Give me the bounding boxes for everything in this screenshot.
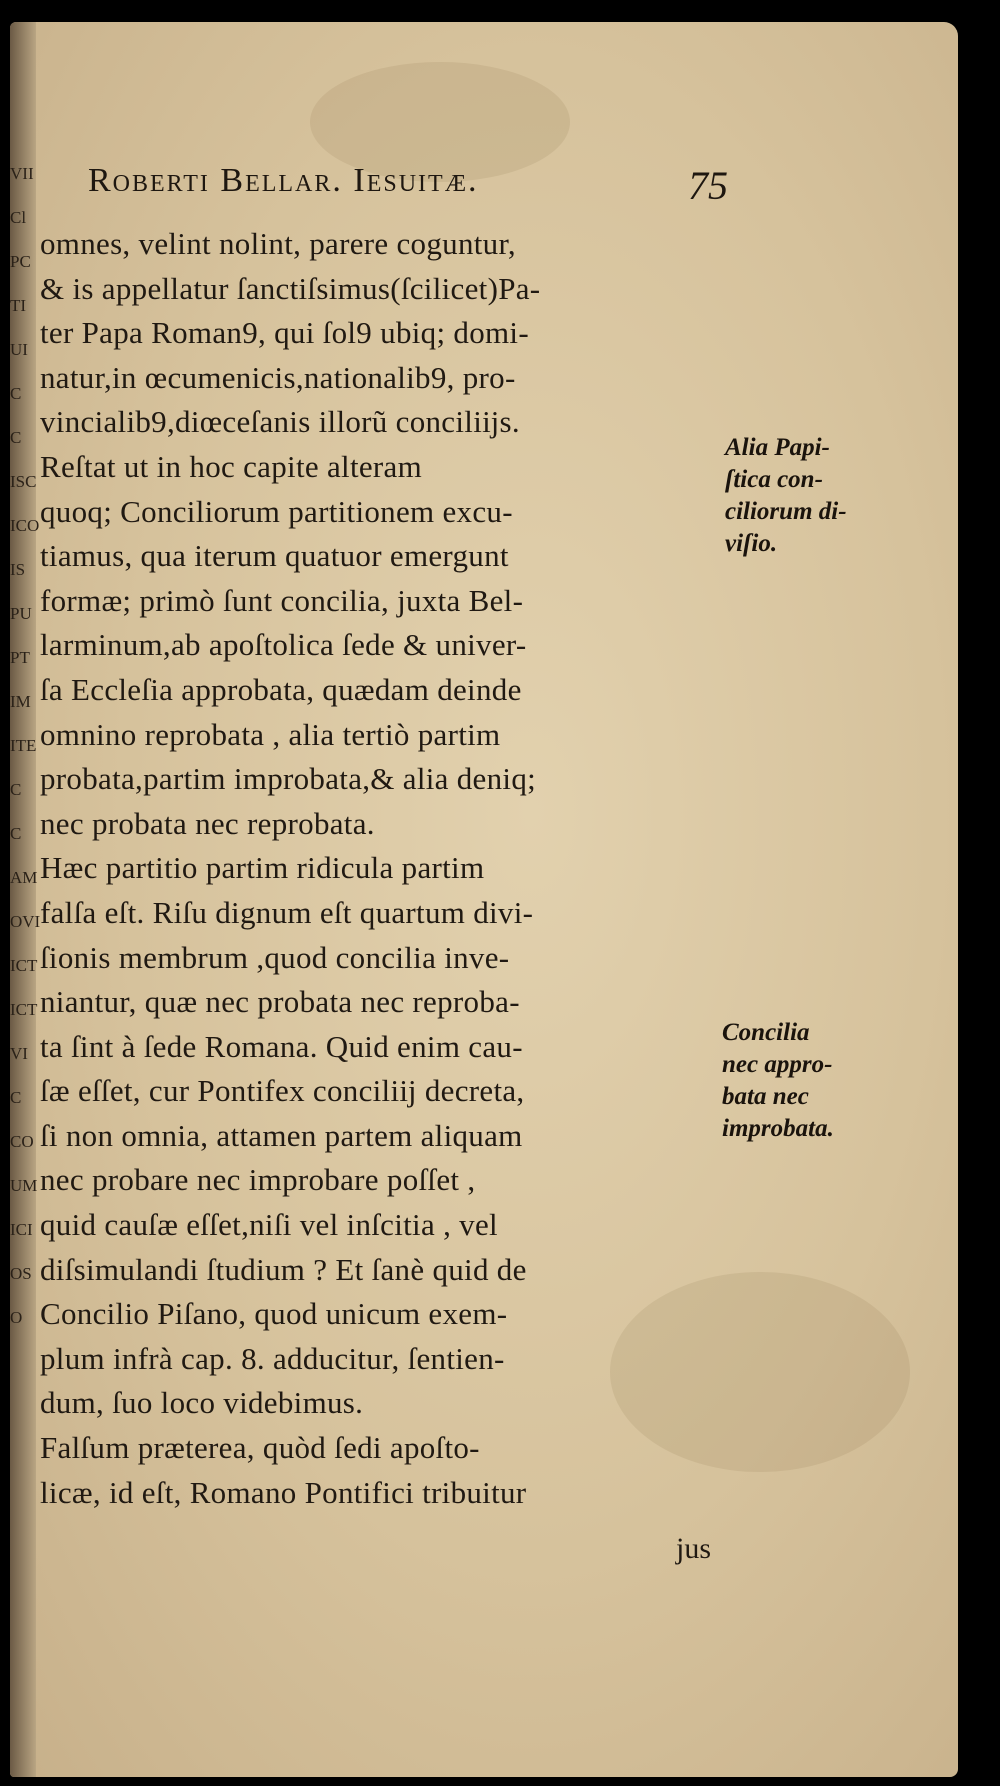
bleed-fragment: Cl [10,208,27,227]
margin-note-line: improbata. [722,1115,834,1142]
text-line: licæ, id eſt, Romano Pontifici tribuitur [40,1474,527,1510]
text-line: falſa eſt. Riſu dignum eſt quartum divi- [40,894,534,930]
text-line: ſa Eccleſia approbata, quædam deinde [40,671,522,707]
margin-note-alia-papistica [725,432,847,560]
margin-note-line: viſio. [725,530,778,557]
bleed-fragment: IS [10,560,26,579]
text-line: diſsimulandi ſtudium ? Et ſanè quid de [40,1251,527,1287]
bleed-fragment: ICI [10,1220,33,1239]
text-line: Falſum præterea, quòd ſedi apoſto- [40,1430,480,1466]
text-line: niantur, quæ nec probata nec reproba- [40,984,520,1020]
text-line: ſionis membrum ,quod concilia inve- [40,939,510,975]
text-line: Concilio Piſano, quod unicum exem- [40,1296,508,1332]
bleed-fragment: ICO [10,516,40,535]
text-line: omnes, velint nolint, parere coguntur, [40,226,516,261]
bleed-fragment: C [10,824,22,843]
text-line: omnino reprobata , alia tertiò partim [40,716,501,752]
page-header [88,162,728,212]
bleed-fragment: ISC [10,472,37,491]
bleed-fragment: O [10,1308,23,1327]
book-page [10,22,958,1777]
bleed-fragment: OS [10,1264,32,1283]
bleed-fragment: TI [10,296,27,315]
text-line: Reſtat ut in hoc capite alteram [40,448,423,484]
text-line: ta ſint à ſede Romana. Quid enim cau- [40,1028,523,1064]
text-line: nec probare nec improbare poſſet , [40,1162,476,1198]
text-line: nec probata nec reprobata. [40,805,375,841]
bleed-fragment: UI [10,340,28,359]
bleed-fragment: ITE [10,736,37,755]
text-line: formæ; primò ſunt concilia, juxta Bel- [40,582,524,618]
main-text [40,222,730,1515]
text-line: probata,partim improbata,& alia deniq; [40,761,537,797]
text-line: ſæ eſſet, cur Pontifex conciliĳ decreta, [40,1073,525,1109]
text-line: & is appellatur ſanctiſsimus(ſcilicet)Pa- [40,270,541,306]
margin-note-line: bata nec [722,1083,809,1110]
text-line: dum, ſuo loco videbimus. [40,1385,364,1421]
text-line: ſi non omnia, attamen partem aliquam [40,1117,523,1153]
margin-note-line: Alia Papi- [725,434,830,461]
text-line: quoq; Conciliorum partitionem excu- [40,493,513,529]
text-line: ter Papa Roman9, qui ſol9 ubiq; domi- [40,315,529,351]
margin-note-line: ciliorum di- [725,498,847,525]
bleed-fragment: IM [10,692,31,711]
text-line: tiamus, qua iterum quatuor emergunt [40,538,509,574]
text-line: plum infrà cap. 8. adducitur, ſentien- [40,1340,505,1376]
bleed-fragment: ICT [10,956,38,975]
bleed-fragment: PU [10,604,32,623]
running-title: Roberti Bellar. Iesuitæ. [88,162,479,199]
bleed-fragment: C [10,428,22,447]
margin-note-concilia-nec-approbata [722,1017,834,1145]
bleed-fragment: C [10,780,22,799]
text-line: quid cauſæ eſſet,niſi vel inſcitia , vel [40,1207,498,1243]
text-line: vincialib9,diœceſanis illorũ conciliĳs. [40,404,520,440]
bleed-fragment: VII [10,164,34,183]
bleed-fragment: CO [10,1132,34,1151]
bleed-fragment: PC [10,252,31,271]
page-number: 75 [688,163,728,208]
bleed-fragment: OVI [10,912,41,931]
bleed-fragment: C [10,1088,22,1107]
bleed-fragment: UM [10,1176,38,1195]
text-line: natur,in œcumenicis,nationalib9, pro- [40,359,516,395]
catchword: jus [676,1532,712,1565]
text-line: larminum,ab apoſtolica ſede & univer- [40,627,527,663]
bleed-fragment: ICT [10,1000,38,1019]
margin-note-line: nec appro- [722,1051,833,1078]
bleed-fragment: PT [10,648,30,667]
bleed-fragment: AM [10,868,38,887]
bleed-fragment: VI [10,1044,28,1063]
margin-note-line: Concilia [722,1019,810,1046]
bleed-fragment: C [10,384,22,403]
text-line: Hæc partitio partim ridicula partim [40,850,485,886]
margin-note-line: ſtica con- [725,466,823,493]
